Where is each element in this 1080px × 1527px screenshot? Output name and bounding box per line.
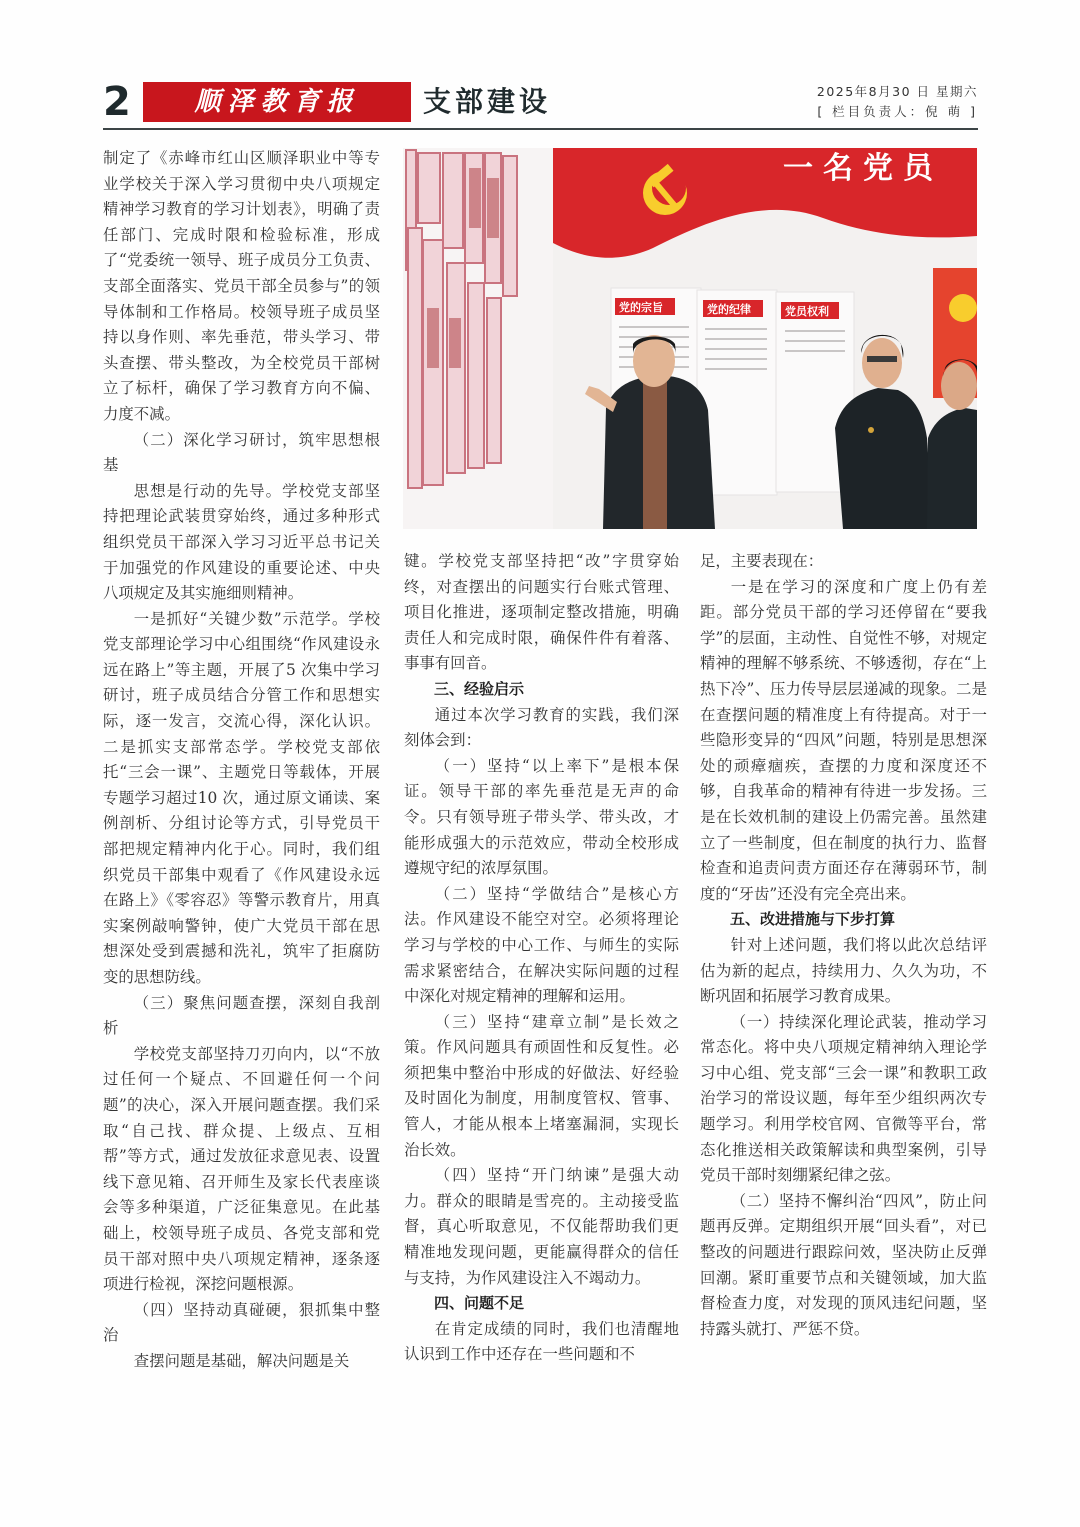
svg-text:党的纪律: 党的纪律 [707, 303, 751, 316]
section-title: 支部建设 [423, 85, 552, 118]
page-number: 2 [103, 79, 131, 125]
subheading: （二）深化学习研讨，筑牢思想根基 [103, 430, 380, 475]
paragraph: 一是在学习的深度和广度上仍有差距。部分党员干部的学习还停留在“要我学”的层面，主动性、自觉性不够，对规定精神的理解不够系统、不够透彻，存在“上热下冷”、压力传导层层递减的现象。二是在查摆问题的精准度上有待提高。对于一些隐形变异的“四风”问题，特别是思想深处的顽瘴痼疾，查摆的力度和深度还不够，自我革命的精神有待进一步发扬。三是在长效机制的建设上仍需完善。虽然建立了一些制度，但在制度的执行力、监督检查和追责问责方面还存在薄弱环节，制度的“牙齿”还没有完全亮出来。 [700, 577, 987, 903]
paragraph: （二）坚持不懈纠治“四风”，防止问题再反弹。定期组织开展“回头看”，对已整改的问题进行跟踪问效，坚决防止反弹回潮。紧盯重要节点和关键领域，加大监督检查力度，对发现的顶风违纪问题，坚持露头就打、严惩不贷。 [700, 1191, 987, 1338]
section-heading: 五、改进措施与下步打算 [730, 910, 896, 929]
subheading: （四）坚持动真碰硬，狠抓集中整治 [103, 1300, 380, 1345]
news-photo [403, 148, 977, 529]
paragraph: （一）持续深化理论武装，推动学习常态化。将中央八项规定精神纳入理论学习中心组、党支部“三会一课”和教职工政治学习的常设议题，每年至少组织两次专题学习。利用学校官网、官微等平台，常态化推送相关政策解读和典型案例，引导党员干部时刻绷紧纪律之弦。 [700, 1012, 987, 1185]
paragraph: （一）坚持“以上率下”是根本保证。领导干部的率先垂范是无声的命令。只有领导班子带头学、带头改，才能形成强大的示范效应，带动全校形成遵规守纪的浓厚氛围。 [404, 756, 679, 878]
article-column-1 [103, 146, 380, 1375]
section-heading: 三、经验启示 [434, 679, 525, 698]
newspaper-logo: 顺泽教育报 [143, 82, 411, 122]
masthead [103, 78, 978, 130]
paragraph: 针对上述问题，我们将以此次总结评估为新的起点，持续用力、久久为功，不断巩固和拓展学习教育成果。 [700, 935, 987, 1006]
subheading: （三）聚焦问题查摆，深刻自我剖析 [103, 993, 380, 1038]
article-column-3 [700, 549, 987, 1342]
paragraph: 查摆问题是基础，解决问题是关 [133, 1351, 350, 1370]
paragraph: （三）坚持“建章立制”是长效之策。作风问题具有顽固性和反复性。必须把集中整治中形成的好做法、好经验及时固化为制度，用制度管权、管事、管人，才能从根本上堵塞漏洞，实现长治长效。 [404, 1012, 679, 1159]
paragraph: 学校党支部坚持刀刃向内，以“不放过任何一个疑点、不回避任何一个问题”的决心，深入开展问题查摆。我们采取“自己找、群众提、上级点、互相帮”等方式，通过发放征求意见表、设置线下意见箱、召开师生及家长代表座谈会等多种渠道，广泛征集意见。在此基础上，校领导班子成员、各党支部和党员干部对照中央八项规定精神，逐条逐项进行检视，深挖问题根源。 [103, 1044, 380, 1294]
photo-party-wall-visit [403, 148, 977, 529]
column-editor: [ 栏目负责人：倪 萌 ] [817, 104, 978, 119]
section-heading: 四、问题不足 [434, 1294, 525, 1313]
svg-text:党员权利: 党员权利 [785, 305, 829, 318]
masthead-rule [103, 128, 978, 130]
paragraph: 在肯定成绩的同时，我们也清醒地认识到工作中还存在一些问题和不 [404, 1319, 679, 1364]
issue-date: 2025年8月30 日 星期六 [816, 84, 978, 99]
paragraph: 一是抓好“关键少数”示范学。学校党支部理论学习中心组围绕“作风建设永远在路上”等主题，开展了5 次集中学习研讨，班子成员结合分管工作和思想实际，逐一发言，交流心得，深化认识。二是抓实支部常态学。学校党支部依托“三会一课”、主题党日等载体，开展专题学习超过10 次，通过原文诵读、案例剖析、分组讨论等方式，引导党员干部把规定精神内化于心。同时，我们组织党员干部集中观看了《作风建设永远在路上》《零容忍》等警示教育片，用真实案例敲响警钟，使广大党员干部在思想深处受到震撼和洗礼，筑牢了拒腐防变的思想防线。 [103, 609, 380, 986]
paragraph: （二）坚持“学做结合”是核心方法。作风建设不能空对空。必须将理论学习与学校的中心工作、与师生的实际需求紧密结合，在解决实际问题的过程中深化对规定精神的理解和运用。 [404, 884, 679, 1006]
svg-text:党的宗旨: 党的宗旨 [619, 301, 663, 314]
svg-text:一名党员: 一名党员 [783, 151, 943, 186]
article-column-2 [404, 549, 679, 1368]
paragraph: 键。学校党支部坚持把“改”字贯穿始终，对查摆出的问题实行台账式管理、项目化推进，逐项制定整改措施，明确责任人和完成时限，确保件件有着落、事事有回音。 [404, 552, 679, 673]
paragraph: 通过本次学习教育的实践，我们深刻体会到： [404, 705, 679, 750]
paragraph: 思想是行动的先导。学校党支部坚持把理论武装贯穿始终，通过多种形式组织党员干部深入学习习近平总书记关于加强党的作风建设的重要论述、中央八项规定及其实施细则精神。 [103, 481, 380, 603]
paragraph: 足，主要表现在： [700, 552, 824, 570]
paragraph: 制定了《赤峰市红山区顺泽职业中等专业学校关于深入学习贯彻中央八项规定精神学习教育的学习计划表》，明确了责任部门、完成时限和检验标准，形成了“党委统一领导、班子成员分工负责、支部全面落实、党员干部全员参与”的领导体制和工作格局。校领导班子成员坚持以身作则、率先垂范，带头学习、带头查摆、带头整改，为全校党员干部树立了标杆，确保了学习教育方向不偏、力度不减。 [103, 149, 380, 423]
paragraph: （四）坚持“开门纳谏”是强大动力。群众的眼睛是雪亮的。主动接受监督，真心听取意见，不仅能帮助我们更精准地发现问题，更能赢得群众的信任与支持，为作风建设注入不竭动力。 [404, 1166, 679, 1287]
